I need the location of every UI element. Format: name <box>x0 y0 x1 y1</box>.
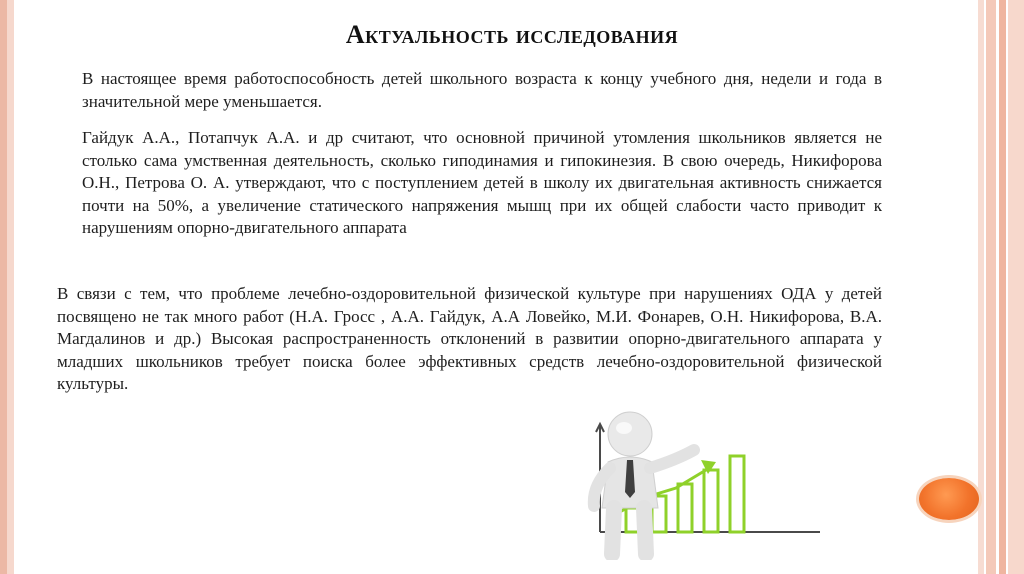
person-with-growth-chart-icon <box>480 408 845 560</box>
slide-title: Актуальность исследования <box>345 20 679 49</box>
paragraph-authors: Гайдук А.А., Потапчук А.А. и др считают, что основной причиной утомления школьников является не столько сама умственная деятельность, сколько гиподинамия и гипокинезия. В свою очередь, Никифорова О.Н., Петрова О. А. утверждают, что с поступлением детей в школу их двигательная активность снижается почти на 50%, а увеличение статического напряжения мышц при их общей слабости часто приводит к нарушениям опорно-двигательного аппарата <box>82 128 882 238</box>
right-decorative-stripes <box>978 0 1024 574</box>
orange-decorative-circle <box>919 478 979 520</box>
paragraph-relevance: В связи с тем, что проблеме лечебно-оздоровительной физической культуре при нарушениях ОДА у детей посвящено не так много работ (Н.А. Гросс , А.А. Гайдук, А.А Ловейко, М.И. Фонарев, О.Н. Никифорова, В.А. Магдалинов и др.) Высокая распространенность отклонений в развитии опорно-двигательного аппарата у младших школьников требует поиска более эффективных средств лечебно-оздоровительной физической культуры. <box>57 284 882 394</box>
paragraph-intro: В настоящее время работоспособность детей школьного возраста к концу учебного дня, недели и года в значительной мере уменьшается. <box>82 69 882 111</box>
left-border-line <box>0 0 7 574</box>
left-decorative-border <box>0 0 14 574</box>
